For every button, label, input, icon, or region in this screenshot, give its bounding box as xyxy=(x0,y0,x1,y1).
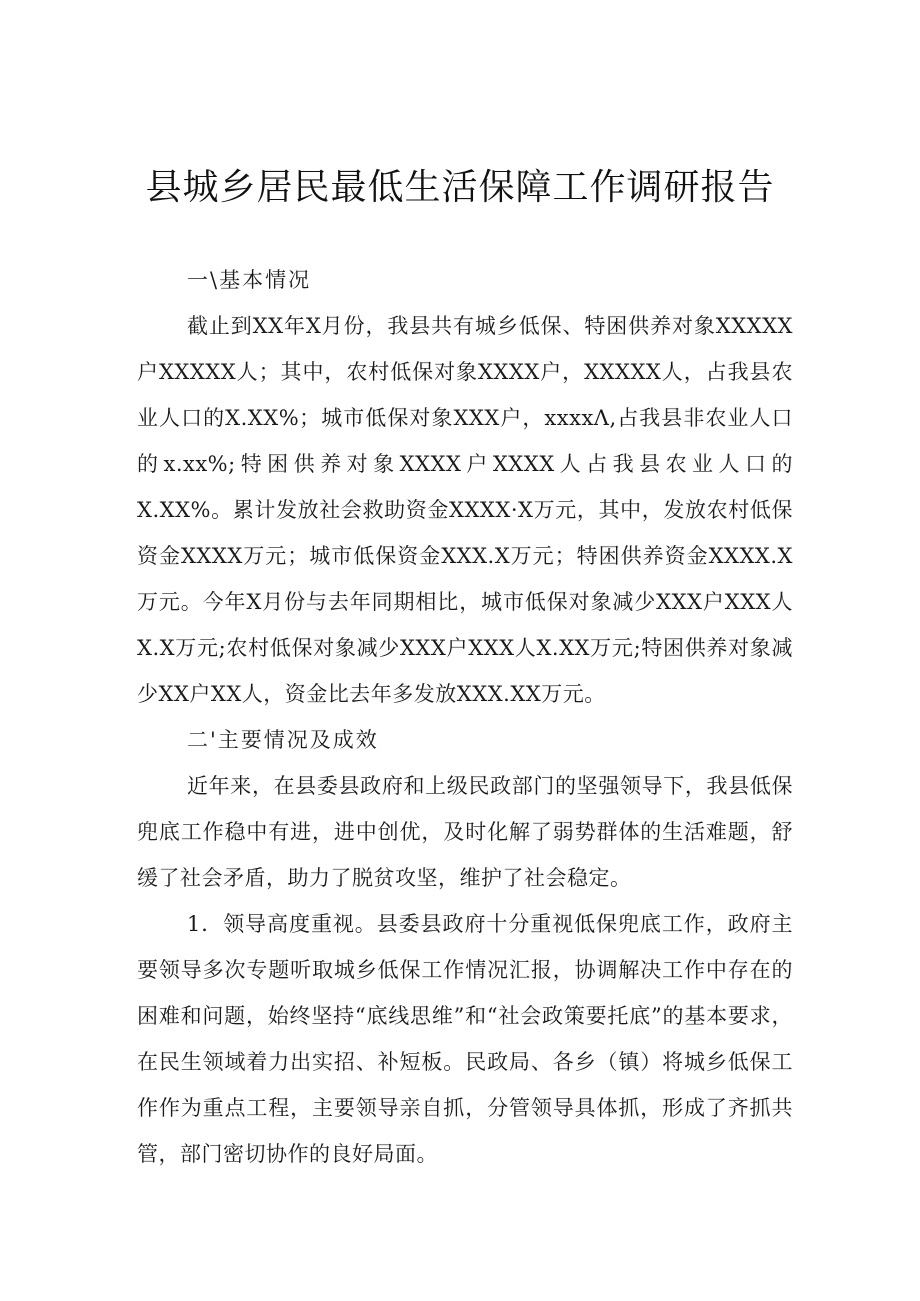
document-body xyxy=(137,257,793,1177)
paragraph-main-situation: 近年来，在县委县政府和上级民政部门的坚强领导下，我县低保兜底工作稳中有进，进中创优，及时化解了弱势群体的生活难题，舒缓了社会矛盾，助力了脱贫攻坚，维护了社会稳定。 xyxy=(137,774,793,890)
paragraph-point-1: 1．领导高度重视。县委县政府十分重视低保兜底工作，政府主要领导多次专题听取城乡低保工作情况汇报，协调解决工作中存在的困难和问题，始终坚持“底线思维”和“社会政策要托底”的基本要求，在民生领域着力出实招、补短板。民政局、各乡（镇）将城乡低保工作作为重点工程，主要领导亲自抓，分管领导具体抓，形成了齐抓共管，部门密切协作的良好局面。 xyxy=(137,912,793,1166)
section-heading-main: 二'主要情况及成效 xyxy=(187,728,379,752)
section-heading-basic: 一\基本情况 xyxy=(187,268,312,292)
document-title: 县城乡居民最低生活保障工作调研报告 xyxy=(145,167,775,208)
paragraph-basic-situation: 截止到XX年X月份，我县共有城乡低保、特困供养对象XXXXX户XXXXX人；其中，农村低保对象XXXX户，XXXXX人，占我县农业人口的X.XX%；城市低保对象XXX户，xxxxΛ,占我县非农业人口的x.xx%;特困供养对象XXXX户XXXX人占我县农业人口的X.XX%。累计发放社会救助资金XXXX·X万元，其中，发放农村低保资金XXXX万元；城市低保资金XXX.X万元；特困供养资金XXXX.X万元。今年X月份与去年同期相比，城市低保对象减少XXX户XXX人X.X万元;农村低保对象减少XXX户XXX人X.XX万元;特困供养对象减少XX户XX人，资金比去年多发放XXX.XX万元。 xyxy=(137,314,793,706)
